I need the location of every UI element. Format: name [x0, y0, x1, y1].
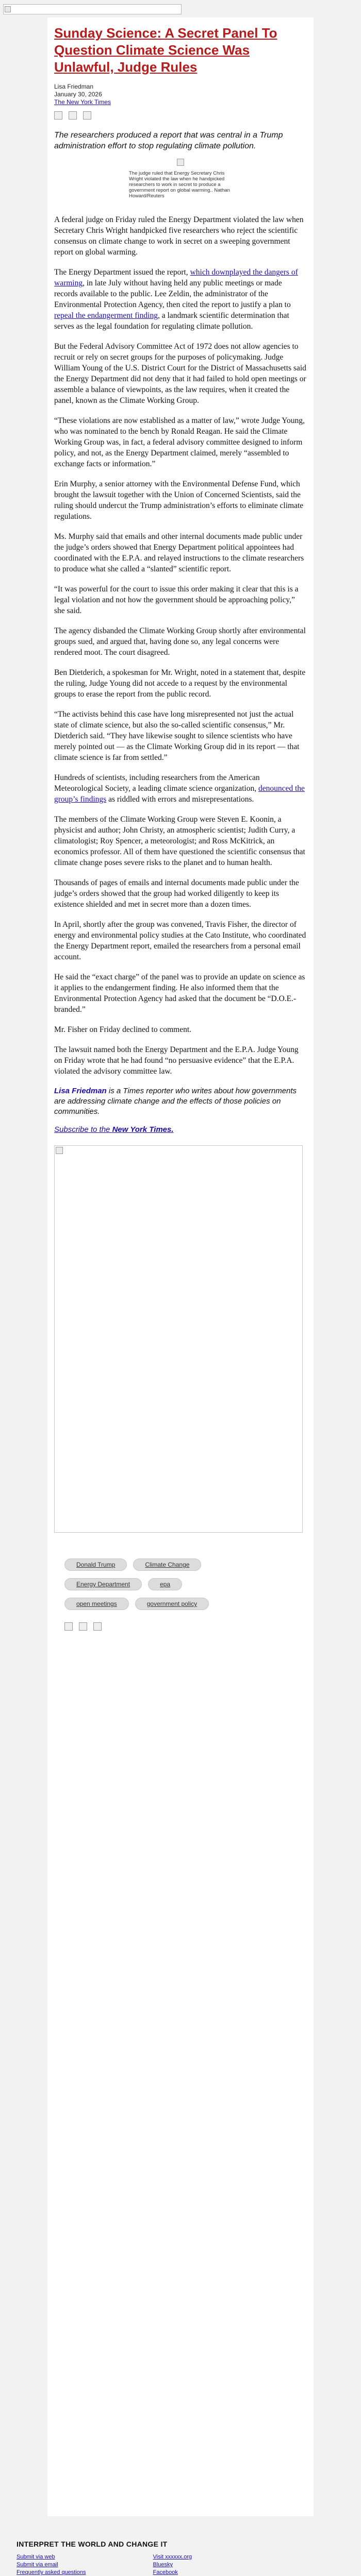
paragraph: The Energy Department issued the report, which downplayed the dangers of warming, in late July without having held any public meetings or made records available to the public. Lee Zeldin, the administrator of the Environmental Protection Agency, then cited the report to justify a plan to repeal the endangerment finding, a landmark scientific determination that serves as the legal foundation for regulating climate pollution.: [54, 268, 298, 331]
share-row-top: [54, 111, 307, 120]
paragraph: Ms. Murphy said that emails and other internal documents made public under the judge’s orders showed that Energy Department political appointees had coordinated with the E.P.A. and relayed instructions to the climate researchers to produce what she called a “slanted” scientific report.: [54, 532, 304, 573]
broken-image-icon: [5, 6, 11, 12]
article-photo: [54, 159, 307, 199]
paragraph: Erin Murphy, a senior attorney with the Environmental Defense Fund, which brought the lawsuit together with the Union of Concerned Scientists, said the ruling should undercut the Trump administration’s efforts to eliminate climate regulations.: [54, 480, 304, 521]
share-bluesky-icon[interactable]: [93, 1622, 102, 1631]
footer-link-submit-web[interactable]: Submit via web: [17, 2554, 55, 2560]
link-downplayed-dangers[interactable]: which downplayed the dangers of warming: [54, 268, 298, 287]
header-image-placeholder: [3, 4, 182, 14]
footer-link-faq[interactable]: Frequently asked questions: [17, 2569, 86, 2575]
article-card: [47, 18, 314, 2516]
paragraph: “It was powerful for the court to issue this order making it clear that this is a legal violation and not how the government should be approaching policy,” she said.: [54, 585, 299, 615]
paragraph: But the Federal Advisory Committee Act of 1972 does not allow agencies to recruit or rely on secret groups for the purposes of policymaking. Judge William Young of the U.S. District Court for the District of Massachusetts said the Energy Department did not deny that it had failed to hold open meetings or assemble a balance of viewpoints, as the law requires, when it created the panel, known as the Climate Working Group.: [54, 342, 306, 405]
footer-link-submit-email[interactable]: Submit via email: [17, 2562, 58, 2568]
paragraph: The agency disbanded the Climate Working Group shortly after environmental groups sued, and argued that, having done so, any legal concerns were rendered moot. The court disagreed.: [54, 626, 306, 657]
paragraph: Thousands of pages of emails and internal documents made public under the judge’s orders showed that the group had worked diligently to keep its existence shielded and met in secret more than a dozen times.: [54, 878, 299, 909]
tag-energy-department[interactable]: Energy Department: [64, 1578, 142, 1590]
footer-columns: [17, 2553, 347, 2576]
footer-link-facebook[interactable]: Facebook: [153, 2569, 178, 2575]
subscribe-link[interactable]: Subscribe to the New York Times.: [54, 1125, 174, 1134]
tag-donald-trump[interactable]: Donald Trump: [64, 1558, 127, 1571]
article-headline[interactable]: Sunday Science: A Secret Panel To Question Climate Science Was Unlawful, Judge Rules: [54, 25, 277, 75]
tag-climate-change[interactable]: Climate Change: [133, 1558, 201, 1571]
paragraph: In April, shortly after the group was convened, Travis Fisher, the director of energy and environmental policy studies at the Cato Institute, who coordinated the Energy Department report, emailed the researchers from a personal email account.: [54, 920, 306, 961]
paragraph: “The activists behind this case have long misrepresented not just the actual state of climate science, but also the so-called scientific consensus,” Mr. Dietderich said. “They have likewise sought to silence scientists who have merely pointed out — as the Climate Working Group did in its report — that climate science is far from settled.”: [54, 710, 300, 762]
photo-caption: The judge ruled that Energy Secretary Chris Wright violated the law when he handpicked researchers to work in secret to produce a government report on global warming.. Nathan Howard/Reuters: [129, 171, 230, 199]
link-denounced-findings[interactable]: denounced the group’s findings: [54, 784, 305, 804]
paragraph: The lawsuit named both the Energy Department and the E.P.A. Judge Young on Friday wrote that he had found “no persuasive evidence” that the E.P.A. violated the advisory committee law.: [54, 1045, 299, 1076]
publication-link[interactable]: The New York Times: [54, 98, 111, 106]
footer-left-column: [17, 2553, 86, 2576]
share-email-icon[interactable]: [54, 111, 62, 120]
share-email-icon[interactable]: [64, 1622, 73, 1631]
share-facebook-icon[interactable]: [69, 111, 77, 120]
footer-heading: INTERPRET THE WORLD AND CHANGE IT: [17, 2540, 168, 2548]
publish-date: January 30, 2026: [54, 91, 102, 98]
share-row-bottom: [64, 1622, 307, 1631]
author-bio: Lisa Friedman is a Times reporter who writes about how governments are addressing climate change and the effects of those policies on communities.: [54, 1087, 297, 1116]
article-body: [54, 214, 307, 1077]
paragraph: “These violations are now established as a matter of law,” wrote Judge Young, who was nominated to the bench by Ronald Reagan. He said the Climate Working Group was, in fact, a federal advisory committee designed to inform policy, and not, as the Energy Department claimed, merely “assembled to exchange facts or information.”: [54, 416, 305, 468]
link-repeal-endangerment[interactable]: repeal the endangerment finding: [54, 311, 158, 320]
broken-image-icon: [177, 159, 184, 166]
share-bluesky-icon[interactable]: [83, 111, 91, 120]
footer: [17, 2540, 347, 2576]
paragraph: Ben Dietderich, a spokesman for Mr. Wright, noted in a statement that, despite the ruling, Judge Young did not accede to a request by the environmental groups to erase the report from the public record.: [54, 668, 306, 699]
paragraph: The members of the Climate Working Group were Steven E. Koonin, a physicist and author; John Christy, an atmospheric scientist; Judith Curry, a climatologist; Roy Spencer, a meteorologist; and Ross McKitrick, an economics professor. All of them have questioned the scientific consensus that climate change poses severe risks to the planet and to human health.: [54, 815, 305, 867]
subscribe-line: [54, 1125, 307, 1134]
article-meta: [54, 83, 307, 106]
broken-image-icon: [56, 1147, 63, 1154]
article-dek: The researchers produced a report that was central in a Trump administration effort to stop regulating climate pollution.: [54, 131, 283, 150]
paragraph: A federal judge on Friday ruled the Energy Department violated the law when Secretary Chris Wright handpicked five researchers who reject the scientific consensus on climate change to work in secret on a sweeping government report on global warming.: [54, 215, 304, 257]
topic-tags: [64, 1558, 281, 1617]
footer-link-visit-site[interactable]: Visit xxxxxx.org: [153, 2554, 192, 2560]
tag-government-policy[interactable]: government policy: [135, 1598, 209, 1610]
ad-image-placeholder: [54, 1145, 303, 1533]
paragraph: Mr. Fisher on Friday declined to comment.: [54, 1025, 192, 1034]
paragraph: Hundreds of scientists, including researchers from the American Meteorological Society, a leading climate science organization, denounced the group’s findings as riddled with errors and misrepresentations.: [54, 773, 305, 804]
tag-open-meetings[interactable]: open meetings: [64, 1598, 129, 1610]
tag-epa[interactable]: epa: [148, 1578, 182, 1590]
share-facebook-icon[interactable]: [79, 1622, 87, 1631]
author-name: Lisa Friedman: [54, 83, 94, 90]
paragraph: He said the “exact charge” of the panel was to provide an update on science as it applies to the endangerment finding. He also informed them that the Environmental Protection Agency had asked that the document be “D.O.E.-branded.”: [54, 973, 305, 1014]
footer-link-bluesky[interactable]: Bluesky: [153, 2562, 173, 2568]
footer-right-column: [153, 2553, 192, 2576]
author-bio-link[interactable]: Lisa Friedman: [54, 1087, 107, 1095]
